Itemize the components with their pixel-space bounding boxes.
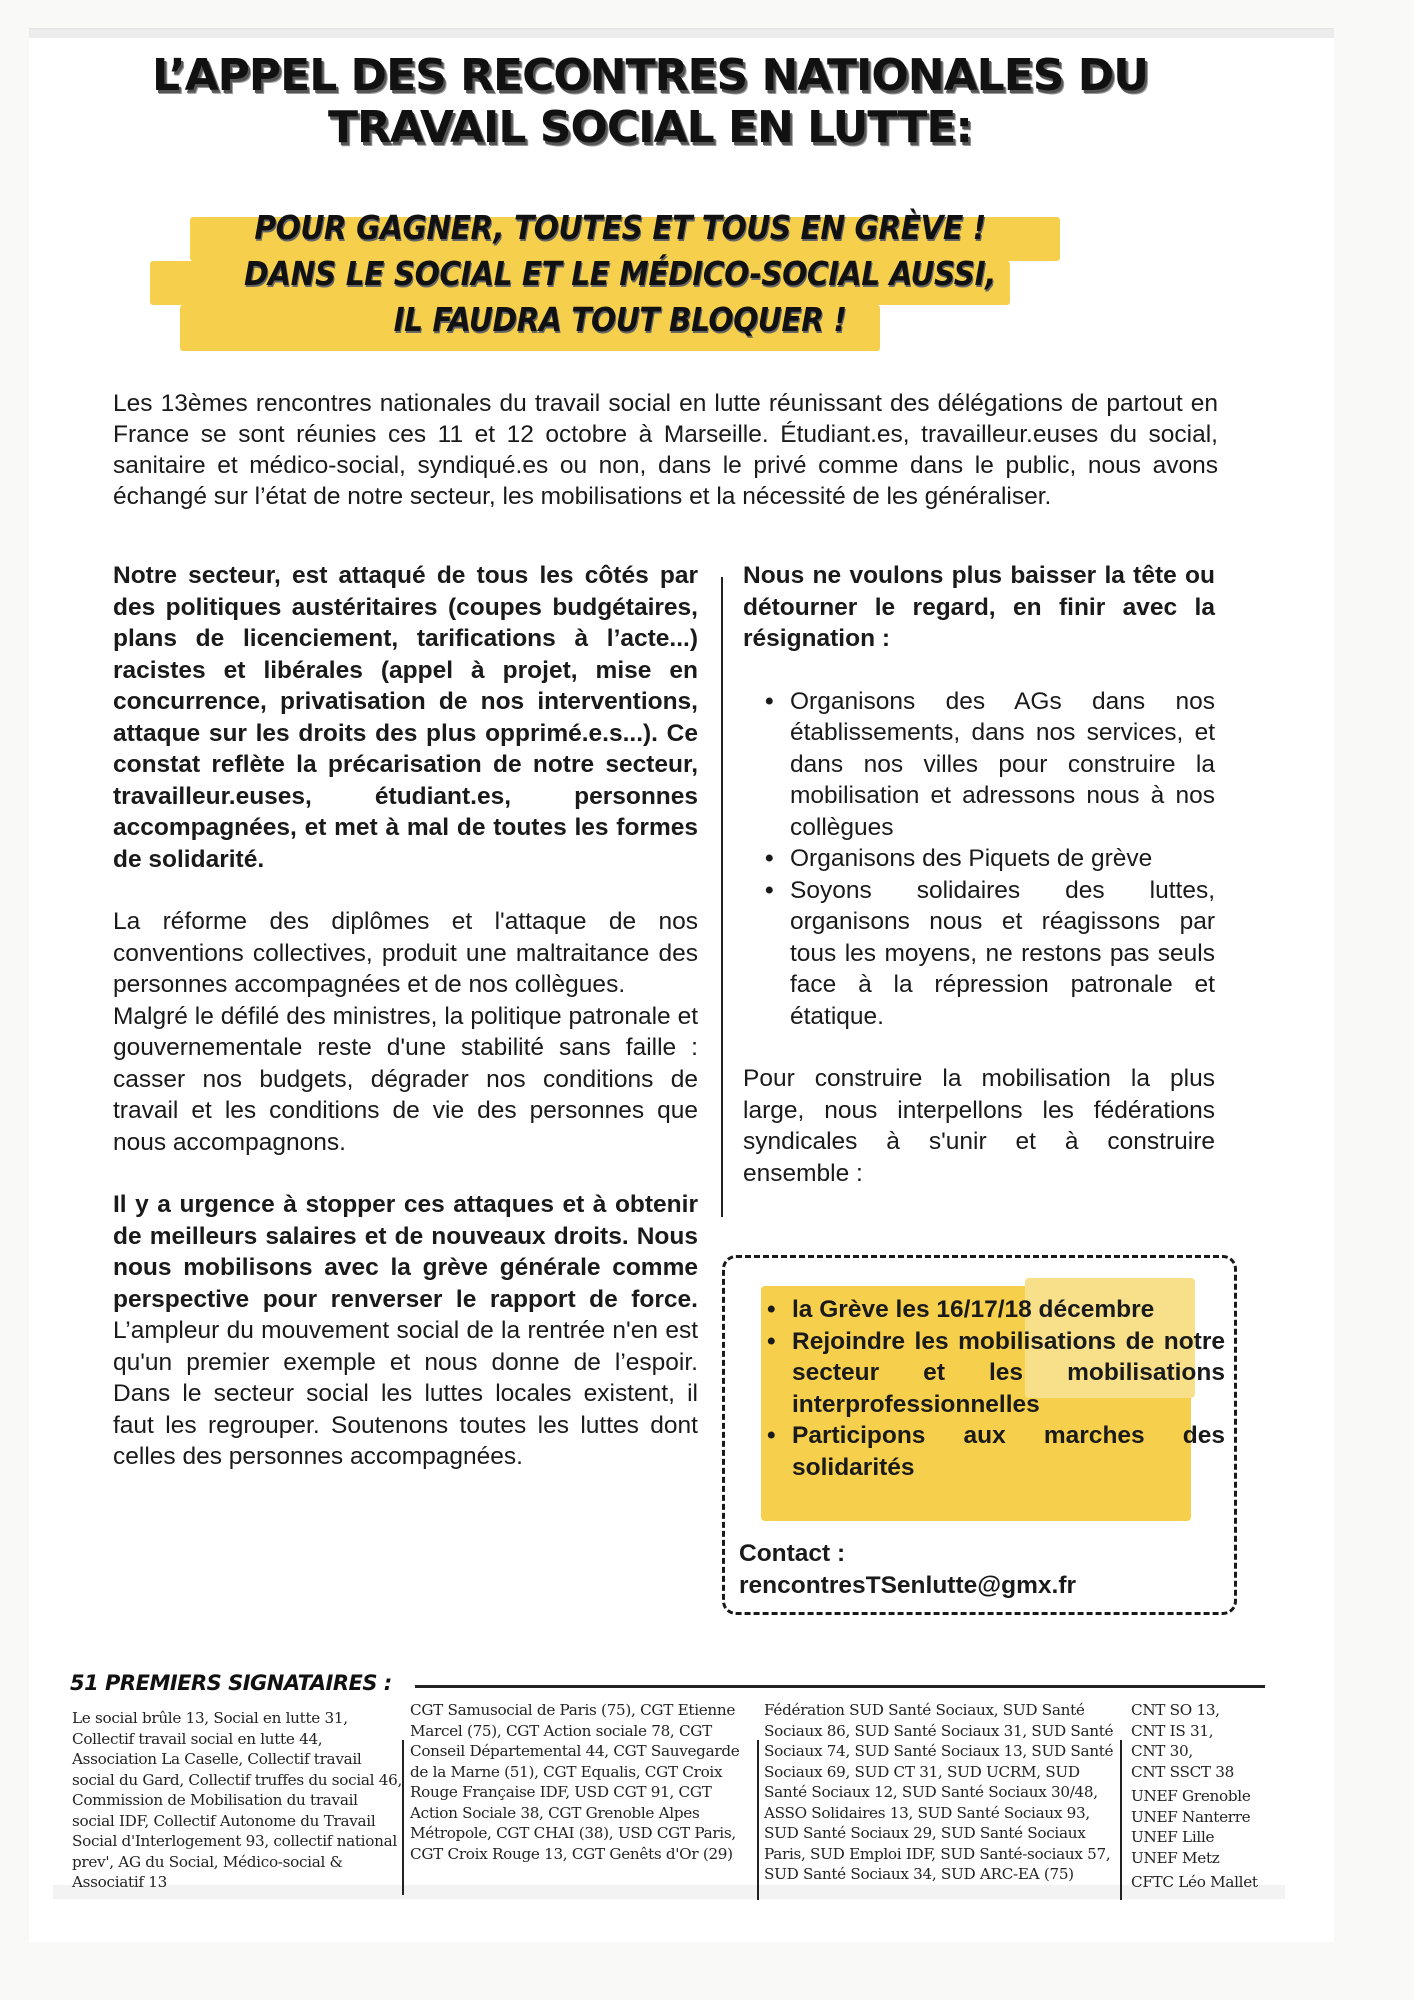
unef-group [1131,1786,1271,1868]
contact-block [739,1538,1076,1601]
signatory: CNT SO 13, [1131,1701,1220,1719]
subtitle [150,205,1090,343]
right-column [743,560,1215,1189]
signatory: UNEF Grenoble [1131,1787,1251,1805]
bullet-icon: • [765,876,774,904]
demands-list [745,1294,1225,1483]
signatory: CNT 30, [1131,1742,1193,1760]
paragraph-urgency [113,1189,698,1473]
cnt-group [1131,1700,1271,1782]
bullet-icon: • [767,1296,776,1323]
signatories-sud: Fédération SUD Santé Sociaux, SUD Santé Sociaux 86, SUD Santé Sociaux 31, SUD Santé Sociaux 74, SUD Santé Sociaux 13, SUD Santé Sociaux 69, SUD CT 31, SUD UCRM, SUD Santé Sociaux 12, SUD Santé Sociaux 30/48, ASSO Solidaires 13, SUD Santé Sociaux 93, SUD Santé Sociaux 29, SUD Santé Sociaux Paris, SUD Emploi IDF, SUD Santé-sociaux 57, SUD Santé Sociaux 34, SUD ARC-EA (75) [764,1701,1114,1883]
signatory: CFTC Léo Mallet [1131,1873,1258,1891]
page-top-edge [29,28,1334,38]
signatories-others [1131,1700,1271,1893]
list-item: • la Grève les 16/17/18 décembre [745,1294,1225,1326]
contact-email[interactable]: rencontresTSenlutte@gmx.fr [739,1571,1077,1599]
column-separator [402,1740,404,1895]
subtitle-line-3: IL FAUDRA TOUT BLOQUER ! [393,300,847,339]
signatories-rule [415,1685,1265,1688]
signatories-collectives: Le social brûle 13, Social en lutte 31, Collectif travail social en lutte 44, Association La Caselle, Collectif travail social du Gard, Collectif truffes du social 46, Commission de Mobilisation du travail social IDF, Collectif Autonome du Travail Social d'Interlogement 93, collectif national prev', AG du Social, Médico-social & Associatif 13 [72,1709,402,1891]
signatories-heading: 51 PREMIERS SIGNATAIRES : [70,1671,392,1695]
subtitle-block [150,205,1090,355]
paragraph-attacks: Notre secteur, est attaqué de tous les côtés par des politiques austéritaires (coupes budgétaires, plans de licenciement, tarifications à l’acte...) racistes et libérales (appel à projet, mise en concurrence, privatisation de nos interventions, attaque sur les droits des plus opprimé.e.s...). Ce constat reflète la précarisation de notre secteur, travailleur.euses, étudiant.es, personnes accompagnées, et met à mal de toutes les formes de solidarité. [113,562,698,873]
column-divider [721,577,723,1217]
bullet-icon: • [767,1327,776,1355]
list-item: • Soyons solidaires des luttes, organisons nous et réagissons par tous les moyens, ne restons pas seuls face à la répression patronale et étatique. [765,876,1215,1030]
column-separator [757,1740,759,1900]
signatories-cgt: CGT Samusocial de Paris (75), CGT Etienne Marcel (75), CGT Action sociale 78, CGT Conseil Départemental 44, CGT Sauvegarde de la Marne (51), CGT Equalis, CGT Croix Rouge Française IDF, USD CGT 91, CGT Action Sociale 38, CGT Grenoble Alpes Métropole, CGT CHAI (38), USD CGT Paris, CGT Croix Rouge 13, CGT Genêts d'Or (29) [410,1701,740,1863]
list-item: • Organisons des AGs dans nos établissements, dans nos services, et dans nos villes pour construire la mobilisation et adressons nous à nos collègues [765,687,1215,841]
bullet-icon: • [765,687,774,715]
action-list [743,686,1215,1033]
list-item: • Organisons des Piquets de grève [743,843,1215,875]
list-item: • Participons aux marches des solidarités [767,1422,1225,1481]
signatory: UNEF Lille [1131,1828,1215,1846]
left-column [113,560,698,1473]
bullet-icon: • [765,845,774,872]
subtitle-line-1: POUR GAGNER, TOUTES ET TOUS EN GRÈVE ! [254,208,986,247]
title-line-2: TRAVAIL SOCIAL EN LUTTE: [327,102,973,153]
urgency-bold: Il y a urgence à stopper ces attaques et à obtenir de meilleurs salaires et de nouveaux droits. Nous nous mobilisons avec la grève générale comme perspective pour renverser le rapport de force. [113,1191,698,1313]
bullet-icon: • [767,1422,776,1449]
paragraph-ministers: Malgré le défilé des ministres, la politique patronale et gouvernementale reste d'une stabilité sans faille : casser nos budgets, dégrader nos conditions de travail et les conditions de vie des personnes que nous accompagnons. [113,1002,698,1156]
subtitle-line-2: DANS LE SOCIAL ET LE MÉDICO-SOCIAL AUSSI, [244,254,996,293]
callout-box [722,1255,1237,1615]
contact-label: Contact : [739,1540,846,1567]
intro-paragraph: Les 13èmes rencontres nationales du travail social en lutte réunissant des délégations de partout en France se sont réunies ces 11 et 12 octobre à Marseille. Étudiant.es, travailleur.euses du social, sanitaire et médico-social, syndiqué.es ou non, dans le privé comme dans le public, nous avons échangé sur l’état de notre secteur, les mobilisations et la nécessité de les généraliser. [113,390,1218,510]
paragraph-federations: Pour construire la mobilisation la plus large, nous interpellons les fédérations syndicales à s'unir et à construire ensemble : [743,1065,1215,1187]
signatory: UNEF Nanterre [1131,1807,1251,1826]
urgency-regular: L’ampleur du mouvement social de la rentrée n'en est qu'un premier exemple et nous donne de l’espoir. Dans le secteur social les luttes locales existent, il faut les regrouper. Soutenons toutes les luttes dont celles des personnes accompagnées. [113,1317,698,1470]
signatory: CNT IS 31, [1131,1721,1214,1740]
main-title [60,50,1240,154]
paragraph-resignation: Nous ne voulons plus baisser la tête ou détourner le regard, en finir avec la résignation : [743,562,1215,652]
signatory: UNEF Metz [1131,1848,1220,1867]
column-separator [1120,1740,1122,1900]
signatory: CNT SSCT 38 [1131,1762,1235,1781]
list-item: • Rejoindre les mobilisations de notre secteur et les mobilisations interprofessionnelles [767,1327,1225,1418]
title-line-1: L’APPEL DES RECONTRES NATIONALES DU [151,50,1149,101]
paragraph-reform: La réforme des diplômes et l'attaque de nos conventions collectives, produit une maltraitance des personnes accompagnées et de nos collègues. [113,908,698,998]
